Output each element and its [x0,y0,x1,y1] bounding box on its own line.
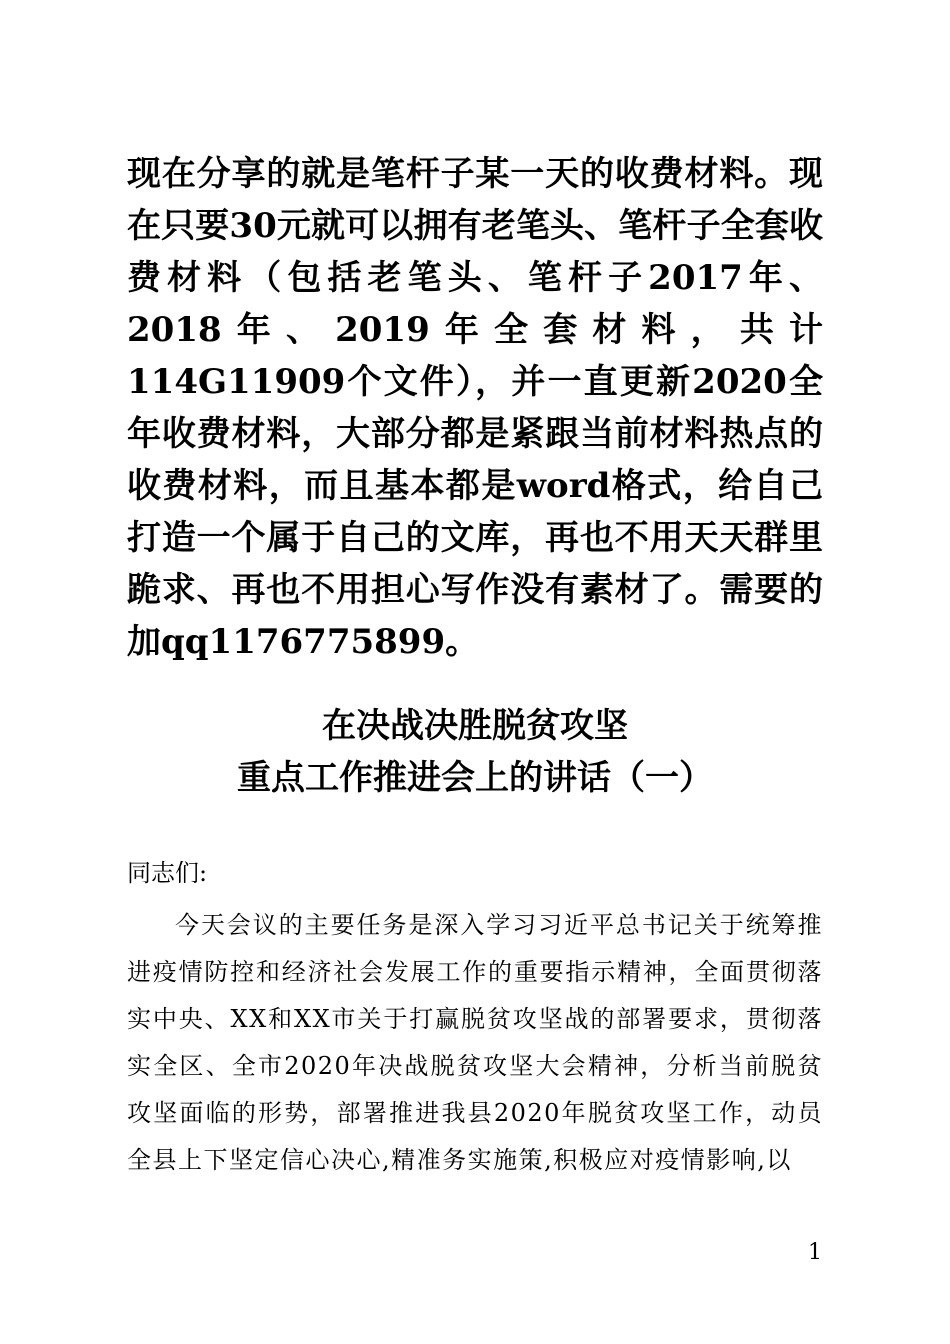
body-paragraph: 今天会议的主要任务是深入学习习近平总书记关于统筹推进疫情防控和经济社会发展工作的重要指示精神，全面贯彻落实中央、XX和XX市关于打赢脱贫攻坚战的部署要求，贯彻落实全区、全市2020年决战脱贫攻坚大会精神，分析当前脱贫攻坚面临的形势，部署推进我县2020年脱贫攻坚工作，动员全县上下坚定信心决心,精准务实施策,积极应对疫情影响,以 [127,911,823,1174]
title-line-1: 在决战决胜脱贫攻坚 [322,706,628,746]
speech-title [127,700,823,804]
salutation: 同志们: [127,859,208,887]
page-number: 1 [808,1240,822,1265]
ad-paragraph: 现在分享的就是笔杆子某一天的收费材料。现在只要30元就可以拥有老笔头、笔杆子全套收费材料（包括老笔头、笔杆子2017年、2018年、2019年全套材料，共计114G11909个文件），并一直更新2020全年收费材料，大部分都是紧跟当前材料热点的收费材料，而且基本都是word格式，给自己打造一个属于自己的文库，再也不用天天群里跪求、再也不用担心写作没有素材了。需要的加qq1176775899。 [127,154,823,662]
title-line-2: 重点工作推进会上的讲话（一） [237,758,713,798]
